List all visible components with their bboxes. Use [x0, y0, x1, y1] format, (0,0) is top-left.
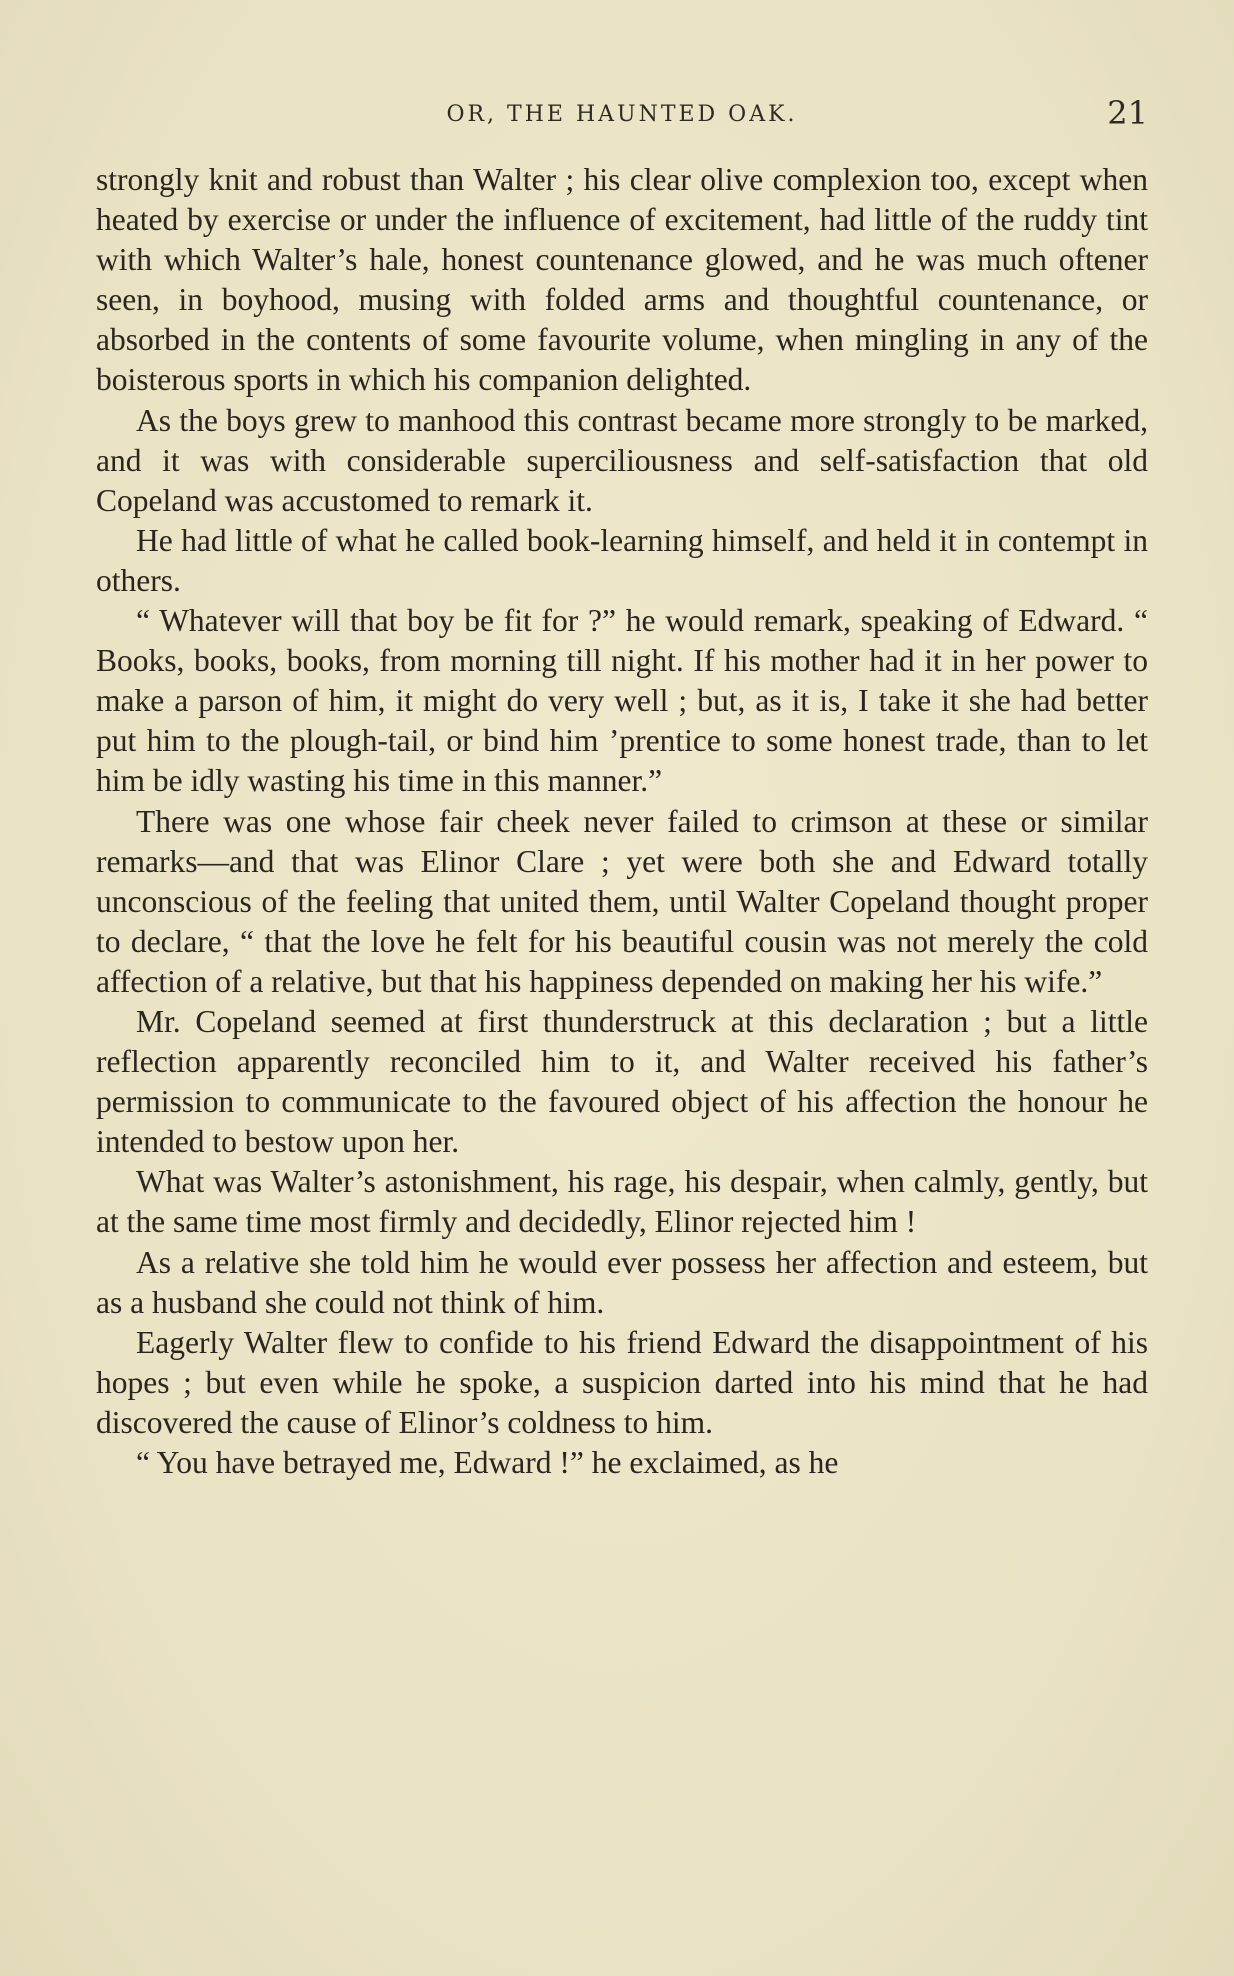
paragraph-10: “ You have betrayed me, Edward !” he exclaimed, as he: [136, 1445, 839, 1480]
paragraph-8: As a relative she told him he would ever possess her affection and esteem, but as a husband she could not think of him.: [96, 1244, 1148, 1320]
paragraph-1: strongly knit and robust than Walter ; his clear olive complexion too, except when heated by exercise or under the influence of excitement, had little of the ruddy tint with which Walter’s hale, honest countenance glowed, and he was much oftener seen, in boyhood, musing with folded arms and thoughtful countenance, or absorbed in the contents of some favourite volume, when mingling in any of the boisterous sports in which his companion delighted.: [96, 162, 1148, 398]
paragraph-7: What was Walter’s astonishment, his rage, his despair, when calmly, gently, but at the same time most firmly and decidedly, Elinor rejected him !: [96, 1164, 1148, 1240]
paragraph-6: Mr. Copeland seemed at first thunderstruck at this declaration ; but a little reflection apparently reconciled him to it, and Walter received his father’s permission to communicate to the favoured object of his affection the honour he intended to bestow upon her.: [96, 1003, 1148, 1160]
paragraph-4: “ Whatever will that boy be fit for ?” he would remark, speaking of Edward. “ Books, books, books, from morning till night. If his mother had it in her power to make a parson of him, it might do very well ; but, as it is, I take it she had better put him to the plough-tail, or bind him ’prentice to some honest trade, than to let him be idly wasting his time in this manner.”: [96, 603, 1148, 799]
body-text: [96, 160, 1148, 1483]
running-head: OR, THE HAUNTED OAK.: [446, 102, 798, 127]
page-header: [96, 94, 1148, 138]
paragraph-9: Eagerly Walter flew to confide to his friend Edward the disappointment of his hopes ; but even while he spoke, a suspicion darted into his mind that he had discovered the cause of Elinor’s coldness to him.: [96, 1324, 1148, 1440]
paragraph-2: As the boys grew to manhood this contrast became more strongly to be marked, and it was with considerable superciliousness and self-satisfaction that old Copeland was accustomed to remark it.: [96, 402, 1148, 518]
page-number: 21: [1107, 94, 1148, 132]
paragraph-5: There was one whose fair cheek never failed to crimson at these or similar remarks—and that was Elinor Clare ; yet were both she and Edward totally unconscious of the feeling that united them, until Walter Copeland thought proper to declare, “ that the love he felt for his beautiful cousin was not merely the cold affection of a relative, but that his happiness depended on making her his wife.”: [96, 803, 1148, 999]
paragraph-3: He had little of what he called book-learning himself, and held it in contempt in others.: [96, 522, 1148, 598]
